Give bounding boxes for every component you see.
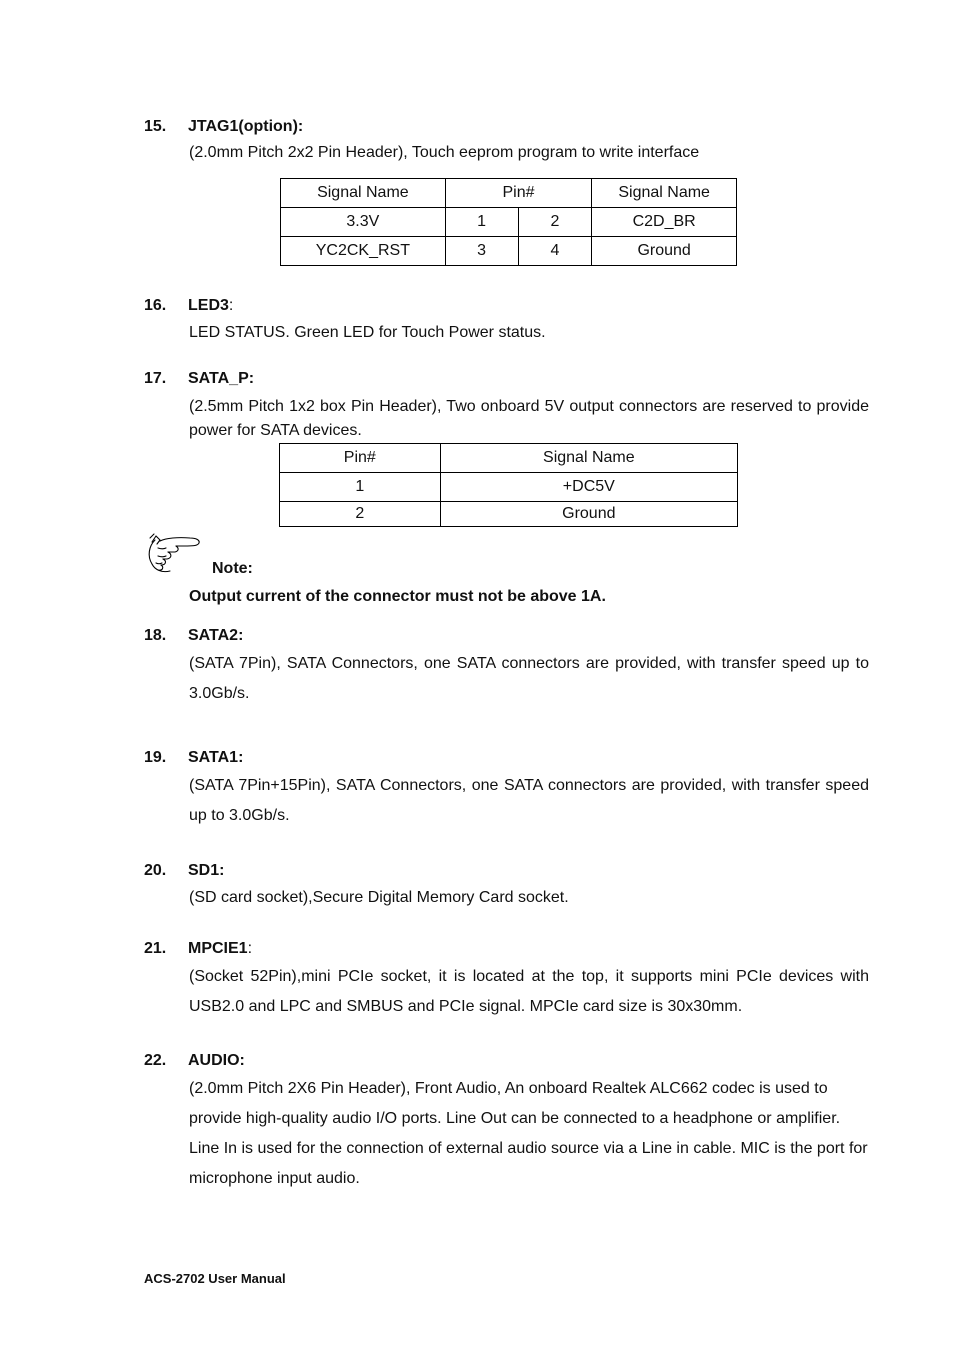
section-title-sata-p: SATA_P:	[188, 370, 255, 387]
section-text-jtag1: (2.0mm Pitch 2x2 Pin Header), Touch eeprom program to write interface	[189, 144, 700, 161]
section-text-sd1: (SD card socket),Secure Digital Memory Card socket.	[189, 889, 569, 906]
table-row	[281, 237, 737, 266]
table-cell: 4	[518, 237, 592, 266]
table-header-cell: Signal Name	[592, 179, 737, 208]
table-cell: 2	[518, 208, 592, 237]
jtag-pin-table	[280, 178, 737, 266]
section-text-led3: LED STATUS. Green LED for Touch Power status.	[189, 324, 546, 341]
section-number: 21.	[144, 940, 167, 957]
note-label: Note:	[212, 560, 253, 577]
section-title-led3: LED3:	[188, 297, 234, 314]
section-text-sata1: (SATA 7Pin+15Pin), SATA Connectors, one SATA connectors are provided, with transfer speed up to 3.0Gb/s.	[189, 777, 869, 824]
table-header-cell: Pin#	[445, 179, 592, 208]
section-title-sata1: SATA1:	[188, 749, 244, 766]
section-text-audio: (2.0mm Pitch 2X6 Pin Header), Front Audio, An onboard Realtek ALC662 codec is used to provide high-quality audio I/O ports. Line Out can be connected to a headphone or amplifier. Line In is used for the connection of external audio source via a Line in cable. MIC is the port for microphone input audio.	[189, 1080, 868, 1187]
table-cell: C2D_BR	[592, 208, 737, 237]
pointing-hand-icon	[146, 532, 202, 576]
table-header-cell: Signal Name	[440, 444, 737, 473]
table-header-row	[280, 444, 738, 473]
table-cell: Ground	[592, 237, 737, 266]
table-cell: 1	[445, 208, 518, 237]
section-text-mpcie1: (Socket 52Pin),mini PCIe socket, it is located at the top, it supports mini PCIe devices with USB2.0 and LPC and SMBUS and PCIe signal. MPCIe card size is 30x30mm.	[189, 968, 869, 1015]
section-number: 22.	[144, 1052, 167, 1069]
table-header-cell: Signal Name	[281, 179, 446, 208]
note-text: Output current of the connector must not be above 1A.	[189, 588, 606, 605]
table-cell: 3.3V	[281, 208, 446, 237]
section-title-sata2: SATA2:	[188, 627, 244, 644]
section-number: 15.	[144, 118, 167, 135]
section-title-jtag1: JTAG1(option):	[188, 118, 304, 135]
table-row	[280, 473, 738, 502]
table-cell: Ground	[440, 502, 737, 527]
section-title-sd1: SD1:	[188, 862, 225, 879]
table-cell: 1	[280, 473, 441, 502]
table-cell: 3	[445, 237, 518, 266]
table-header-row	[281, 179, 737, 208]
sata-p-pin-table	[279, 443, 738, 527]
table-row	[281, 208, 737, 237]
table-row	[280, 502, 738, 527]
section-number: 16.	[144, 297, 167, 314]
section-text-sata-p: (2.5mm Pitch 1x2 box Pin Header), Two onboard 5V output connectors are reserved to provide power for SATA devices.	[189, 398, 869, 439]
section-number: 20.	[144, 862, 167, 879]
section-number: 17.	[144, 370, 167, 387]
table-cell: 2	[280, 502, 441, 527]
section-number: 19.	[144, 749, 167, 766]
section-title-audio: AUDIO:	[188, 1052, 245, 1069]
table-cell: +DC5V	[440, 473, 737, 502]
page-footer: ACS-2702 User Manual	[144, 1271, 286, 1286]
section-text-sata2: (SATA 7Pin), SATA Connectors, one SATA connectors are provided, with transfer speed up to 3.0Gb/s.	[189, 655, 869, 702]
section-title-mpcie1: MPCIE1:	[188, 940, 253, 957]
table-header-cell: Pin#	[280, 444, 441, 473]
table-cell: YC2CK_RST	[281, 237, 446, 266]
section-number: 18.	[144, 627, 167, 644]
